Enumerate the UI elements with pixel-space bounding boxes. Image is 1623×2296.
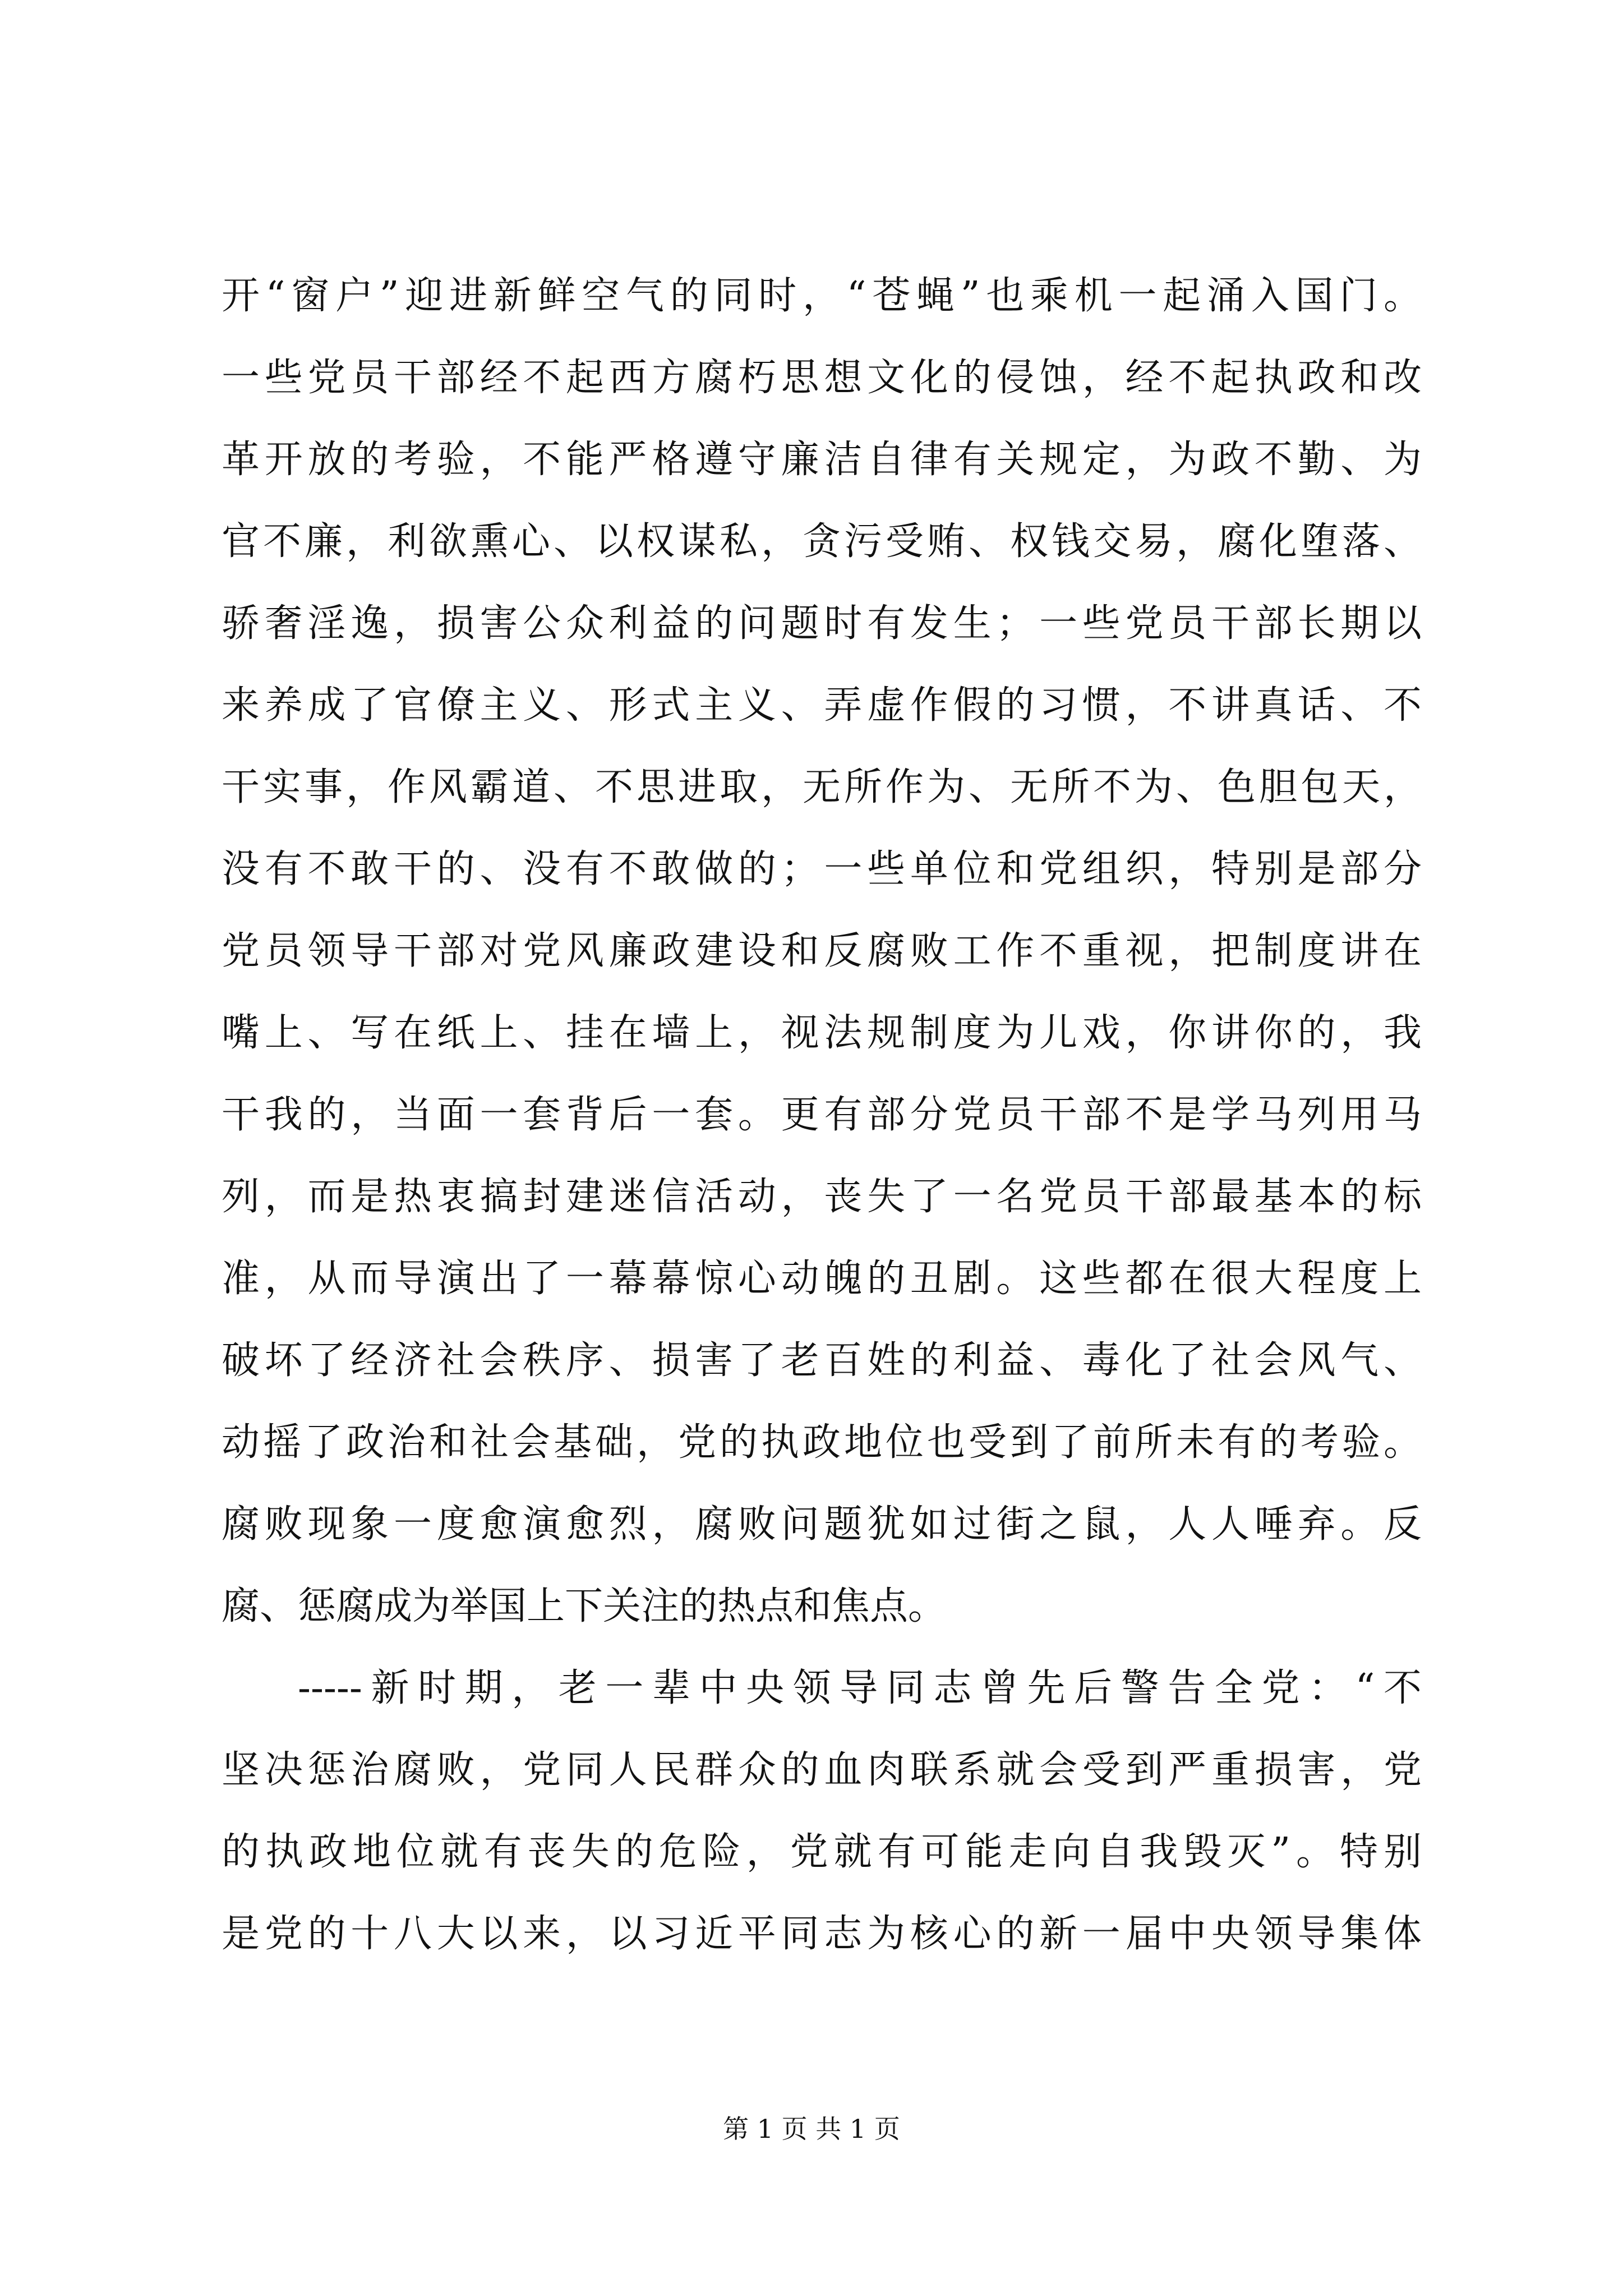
paragraph-end-line: 腐、惩腐成为举国上下关注的热点和焦点。 — [222, 1584, 947, 1628]
text-line: 开“窗户”迎进新鲜空气的同时，“苍蝇”也乘机一起涌入国门。 — [222, 274, 1422, 318]
page-footer — [0, 2112, 1623, 2146]
text-line: 列，而是热衷搞封建迷信活动，丧失了一名党员干部最基本的标 — [222, 1175, 1422, 1219]
page-number: 第 1 页 共 1 页 — [723, 2114, 900, 2144]
text-line: 干我的，当面一套背后一套。更有部分党员干部不是学马列用马 — [222, 1093, 1422, 1137]
text-line: 骄奢淫逸，损害公众利益的问题时有发生；一些党员干部长期以 — [222, 601, 1422, 646]
text-line: 官不廉，利欲熏心、以权谋私，贪污受贿、权钱交易，腐化堕落、 — [222, 519, 1422, 564]
body-text — [222, 255, 1422, 1975]
text-line: 干实事，作风霸道、不思进取，无所作为、无所不为、色胆包天， — [222, 765, 1422, 809]
text-line: 的执政地位就有丧失的危险，党就有可能走向自我毁灭”。特别 — [222, 1830, 1422, 1874]
text-line: 没有不敢干的、没有不敢做的；一些单位和党组织，特别是部分 — [222, 847, 1422, 891]
text-line: 一些党员干部经不起西方腐朽思想文化的侵蚀，经不起执政和改 — [222, 356, 1422, 400]
text-line: 来养成了官僚主义、形式主义、弄虚作假的习惯，不讲真话、不 — [222, 683, 1422, 728]
text-line: 是党的十八大以来，以习近平同志为核心的新一届中央领导集体 — [222, 1912, 1422, 1956]
text-line: 腐败现象一度愈演愈烈，腐败问题犹如过街之鼠，人人唾弃。反 — [222, 1502, 1422, 1547]
text-line: 准，从而导演出了一幕幕惊心动魄的丑剧。这些都在很大程度上 — [222, 1257, 1422, 1301]
text-line: 党员领导干部对党风廉政建设和反腐败工作不重视，把制度讲在 — [222, 929, 1422, 973]
text-line: 嘴上、写在纸上、挂在墙上，视法规制度为儿戏，你讲你的，我 — [222, 1011, 1422, 1055]
text-line: 破坏了经济社会秩序、损害了老百姓的利益、毒化了社会风气、 — [222, 1338, 1422, 1383]
text-line: 动摇了政治和社会基础，党的执政地位也受到了前所未有的考验。 — [222, 1420, 1422, 1465]
text-line: 坚决惩治腐败，党同人民群众的血肉联系就会受到严重损害，党 — [222, 1748, 1422, 1792]
text-line: 革开放的考验，不能严格遵守廉洁自律有关规定，为政不勤、为 — [222, 438, 1422, 482]
paragraph-start-line: -----新时期，老一辈中央领导同志曾先后警告全党：“不 — [298, 1666, 1422, 1710]
